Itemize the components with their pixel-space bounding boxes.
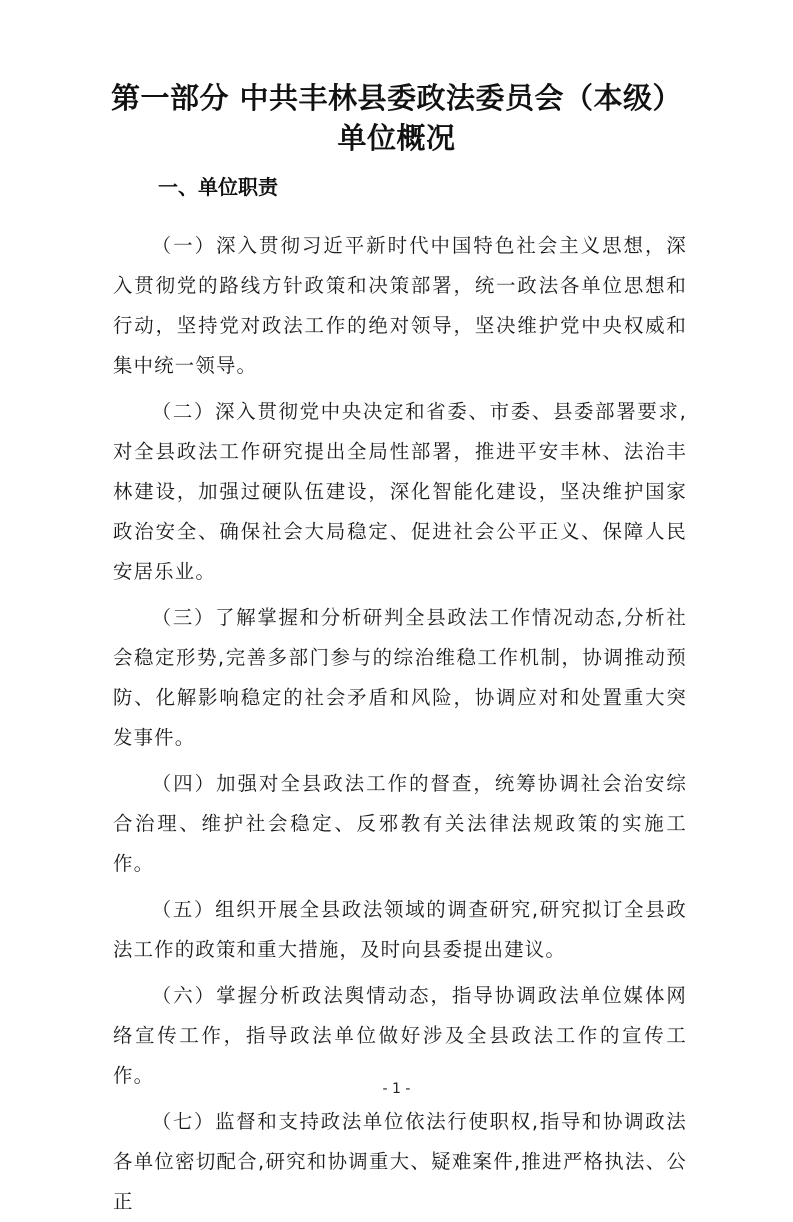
paragraph-6: （六）掌握分析政法舆情动态，指导协调政法单位媒体网络宣传工作，指导政法单位做好涉及全县政法工作的宣传工作。 (113, 984, 687, 1087)
document-body (113, 226, 687, 1222)
page-number: - 1 - (382, 1081, 411, 1097)
paragraph-3: （三）了解掌握和分析研判全县政法工作情况动态,分析社会稳定形势,完善多部门参与的综治维稳工作机制，协调推动预防、化解影响稳定的社会矛盾和风险，协调应对和处置重大突发事件。 (113, 606, 687, 749)
paragraph-5: （五）组织开展全县政法领域的调查研究,研究拟订全县政法工作的政策和重大措施，及时向县委提出建议。 (113, 898, 687, 961)
section-heading: 一、单位职责 (158, 175, 278, 199)
paragraph-2: （二）深入贯彻党中央决定和省委、市委、县委部署要求,对全县政法工作研究提出全局性部署，推进平安丰林、法治丰林建设，加强过硬队伍建设，深化智能化建设，坚决维护国家政治安全、确保社会大局稳定、促进社会公平正义、保障人民安居乐业。 (113, 400, 687, 583)
paragraph-7: （七）监督和支持政法单位依法行使职权,指导和协调政法各单位密切配合,研究和协调重大、疑难案件,推进严格执法、公正 (113, 1110, 687, 1213)
paragraph-4: （四）加强对全县政法工作的督查，统筹协调社会治安综合治理、维护社会稳定、反邪教有关法律法规政策的实施工作。 (113, 772, 687, 875)
paragraph-1: （一）深入贯彻习近平新时代中国特色社会主义思想，深入贯彻党的路线方针政策和决策部署，统一政法各单位思想和行动，坚持党对政法工作的绝对领导，坚决维护党中央权威和集中统一领导。 (113, 234, 687, 377)
page-title: 第一部分 中共丰林县委政法委员会（本级）单位概况 (110, 81, 683, 155)
